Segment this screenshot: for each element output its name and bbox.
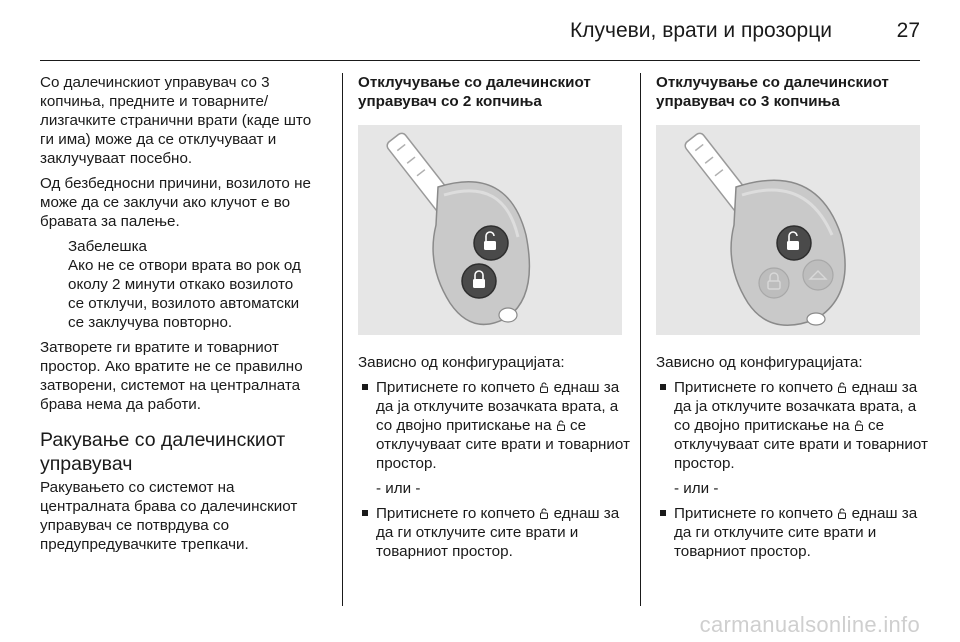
column-1 bbox=[40, 73, 312, 560]
bullet-item-1: Притиснете го копчето еднаш за да ја отклучите возачката врата, а со двојно притискање на се отклучуваат сите врати и товарниот простор. bbox=[656, 378, 928, 473]
page-header-title: Клучеви, врати и прозорци bbox=[570, 19, 832, 42]
bullet-marker bbox=[660, 384, 666, 390]
unlock-icon bbox=[838, 382, 846, 393]
unlock-icon bbox=[540, 382, 548, 393]
bullet-list-3-button-alt bbox=[656, 504, 928, 561]
paragraph-hazard-confirmation: Ракувањето со системот на централната брава со далечинскиот управувач се потврдува со предупредувачките трепкачи. bbox=[40, 479, 298, 553]
unlock-icon bbox=[838, 508, 846, 519]
column-3 bbox=[656, 73, 928, 567]
or-separator: - или - bbox=[376, 480, 421, 497]
bullet-marker bbox=[362, 510, 368, 516]
trunk-button bbox=[803, 260, 833, 290]
section-heading-remote-operation: Ракување со далечинскиот управувач bbox=[40, 429, 286, 475]
unlock-icon bbox=[557, 420, 565, 431]
or-separator: - или - bbox=[674, 480, 719, 497]
heading-3-button-unlock: Отклучување со далечинскиот управувач со 3 копчиња bbox=[656, 74, 889, 110]
watermark: carmanualsonline.info bbox=[699, 612, 920, 637]
note-block bbox=[40, 237, 312, 332]
key-fob-2-button-illustration bbox=[358, 125, 622, 335]
key-fob-3-button-illustration bbox=[656, 125, 920, 335]
column-2 bbox=[358, 73, 630, 567]
bullet-list-2-button bbox=[358, 378, 630, 473]
figure-2-button-key-fob bbox=[358, 125, 622, 335]
page-number: 27 bbox=[896, 19, 920, 42]
header-divider bbox=[40, 60, 920, 61]
note-title: Забелешка bbox=[68, 238, 148, 255]
bullet-item-2: Притиснете го копчето еднаш за да ги отклучите сите врати и товарниот простор. bbox=[656, 504, 928, 561]
bullet-list-2-button-alt bbox=[358, 504, 630, 561]
bullet-item-1: Притиснете го копчето еднаш за да ја отклучите возачката врата, а со двојно притискање на се отклучуваат сите врати и товарниот простор. bbox=[358, 378, 630, 473]
bullet-marker bbox=[362, 384, 368, 390]
paragraph-safety: Од безбедносни причини, возилото не може да се заклучи ако клучот е во бравата за палење. bbox=[40, 175, 311, 230]
unlock-icon bbox=[855, 420, 863, 431]
intro-configuration: Зависно од конфигурацијата: bbox=[358, 354, 565, 371]
bullet-item-2: Притиснете го копчето еднаш за да ги отклучите сите врати и товарниот простор. bbox=[358, 504, 630, 561]
paragraph-3-button-remote: Со далечинскиот управувач со 3 копчиња, предните и товарните/ лизгачките странични врати (каде што ги има) може да се отклучуваат и заклучуваат посебно. bbox=[40, 74, 312, 167]
heading-2-button-unlock: Отклучување со далечинскиот управувач со 2 копчиња bbox=[358, 74, 591, 110]
paragraph-close-doors: Затворете ги вратите и товарниот простор. Ако вратите не се правилно затворени, системот на централната брава нема да работи. bbox=[40, 339, 303, 413]
note-text: Ако не се отвори врата во рок од околу 2 минути откако возилото се отклучи, возилото автоматски се заклучува повторно. bbox=[68, 257, 301, 331]
column-divider-2 bbox=[640, 73, 641, 606]
figure-3-button-key-fob bbox=[656, 125, 920, 335]
unlock-icon bbox=[540, 508, 548, 519]
bullet-marker bbox=[660, 510, 666, 516]
intro-configuration: Зависно од конфигурацијата: bbox=[656, 354, 863, 371]
column-divider-1 bbox=[342, 73, 343, 606]
bullet-list-3-button bbox=[656, 378, 928, 473]
